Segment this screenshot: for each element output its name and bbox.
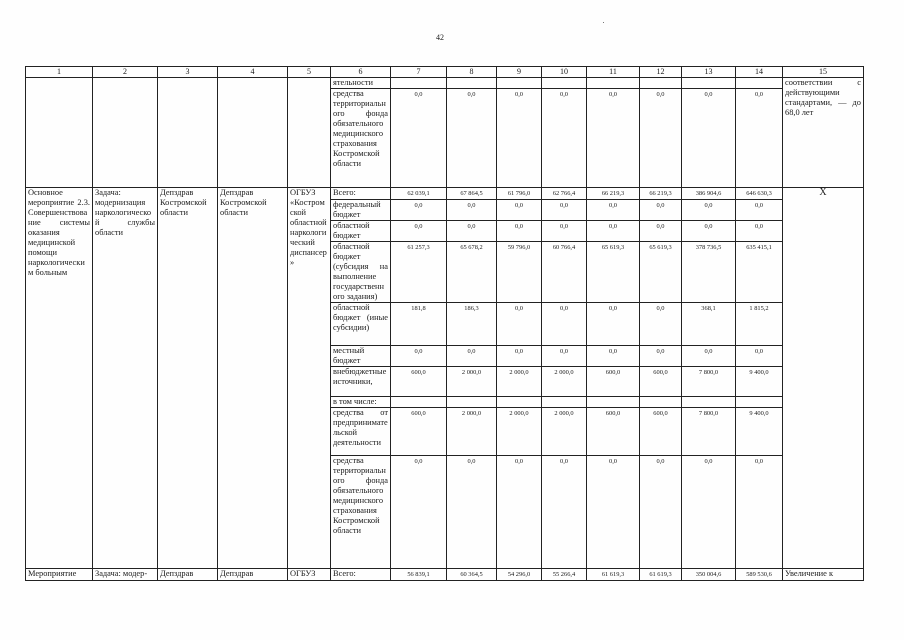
source-label: Всего: — [331, 569, 391, 581]
header-cell-7: 7 — [391, 67, 447, 78]
value-cell: 2 000,0 — [497, 367, 542, 397]
value-cell: 0,0 — [497, 346, 542, 367]
value-cell: 2 000,0 — [497, 408, 542, 456]
value-cell: 2 000,0 — [542, 408, 587, 456]
prev-top-value — [587, 78, 640, 89]
value-cell — [736, 397, 783, 408]
source-label: Всего: — [331, 188, 391, 200]
header-cell-5: 5 — [288, 67, 331, 78]
source-label: местный бюджет — [331, 346, 391, 367]
value-cell: 0,0 — [391, 346, 447, 367]
header-cell-4: 4 — [218, 67, 288, 78]
value-cell: 368,1 — [682, 303, 736, 346]
value-cell: 0,0 — [640, 456, 682, 569]
prev-col-4 — [218, 78, 288, 188]
value-cell: 186,3 — [447, 303, 497, 346]
value-cell: 59 796,0 — [497, 242, 542, 303]
value-cell: 0,0 — [736, 346, 783, 367]
scan-dot — [603, 22, 604, 23]
value-cell: 65 678,2 — [447, 242, 497, 303]
value-cell: 350 004,6 — [682, 569, 736, 581]
header-cell-2: 2 — [93, 67, 158, 78]
value-cell: 2 000,0 — [447, 408, 497, 456]
prev-col-3 — [158, 78, 218, 188]
value-cell: 0,0 — [640, 200, 682, 221]
value-cell: 0,0 — [736, 456, 783, 569]
value-cell: 0,0 — [497, 456, 542, 569]
value-cell: 61 257,3 — [391, 242, 447, 303]
header-cell-15: 15 — [783, 67, 864, 78]
prev-top-label: ятельности — [331, 78, 391, 89]
value-cell: 0,0 — [736, 221, 783, 242]
measure-name: Основное мероприятие 2.3. Совершенствование системы оказания медицинской помощи наркологическим больным — [26, 188, 93, 569]
prev-col15-text: соответствии с действующими стандартами, — до 68,0 лет — [783, 78, 864, 188]
value-cell: 0,0 — [640, 89, 682, 188]
value-cell: 600,0 — [391, 367, 447, 397]
value-cell: 65 619,3 — [587, 242, 640, 303]
value-cell: 0,0 — [682, 456, 736, 569]
value-cell — [640, 397, 682, 408]
source-label: средства территориального фонда обязательного медицинского страхования Костромской области — [331, 456, 391, 569]
value-cell — [497, 397, 542, 408]
value-cell: 9 400,0 — [736, 367, 783, 397]
value-cell: 0,0 — [640, 221, 682, 242]
value-cell: 55 266,4 — [542, 569, 587, 581]
value-cell: 0,0 — [391, 456, 447, 569]
value-cell: 0,0 — [391, 221, 447, 242]
value-cell: 0,0 — [682, 89, 736, 188]
value-cell — [682, 397, 736, 408]
value-cell: 600,0 — [640, 408, 682, 456]
value-cell: 62 039,1 — [391, 188, 447, 200]
value-cell: 0,0 — [736, 89, 783, 188]
value-cell: 0,0 — [587, 456, 640, 569]
value-cell: 646 630,3 — [736, 188, 783, 200]
header-cell-10: 10 — [542, 67, 587, 78]
value-cell: 61 796,0 — [497, 188, 542, 200]
prev-col-2 — [93, 78, 158, 188]
table-row — [26, 78, 864, 89]
header-cell-9: 9 — [497, 67, 542, 78]
value-cell: 0,0 — [497, 89, 542, 188]
value-cell — [542, 397, 587, 408]
value-cell: 54 296,0 — [497, 569, 542, 581]
value-cell: 0,0 — [542, 221, 587, 242]
value-cell: 600,0 — [587, 367, 640, 397]
prev-top-value — [682, 78, 736, 89]
source-label: областной бюджет — [331, 221, 391, 242]
budget-table — [25, 66, 864, 581]
prev-col-5 — [288, 78, 331, 188]
header-row — [26, 67, 864, 78]
value-cell: 0,0 — [682, 221, 736, 242]
source-label: внебюджетные источники, — [331, 367, 391, 397]
value-cell: 0,0 — [682, 346, 736, 367]
value-cell: 0,0 — [587, 89, 640, 188]
value-cell: 0,0 — [587, 346, 640, 367]
value-cell: 0,0 — [682, 200, 736, 221]
source-label: областной бюджет (иные субсидии) — [331, 303, 391, 346]
value-cell: 0,0 — [542, 303, 587, 346]
source-label: в том числе: — [331, 397, 391, 408]
value-cell: 589 530,6 — [736, 569, 783, 581]
value-cell — [391, 397, 447, 408]
measure-task: Задача: модернизация наркологической службы области — [93, 188, 158, 569]
value-cell: 61 619,3 — [587, 569, 640, 581]
next-measure-task: Задача: модер- — [93, 569, 158, 581]
value-cell: 378 736,5 — [682, 242, 736, 303]
value-cell: 0,0 — [447, 221, 497, 242]
next-measure-responsible: Депздрав — [218, 569, 288, 581]
value-cell: 0,0 — [736, 200, 783, 221]
measure-executor: ОГБУЗ «Костромской областной наркологический диспансер» — [288, 188, 331, 569]
source-label: областной бюджет (субсидия на выполнение государственного задания) — [331, 242, 391, 303]
value-cell: 62 766,4 — [542, 188, 587, 200]
next-measure-customer: Депздрав — [158, 569, 218, 581]
source-label: федеральный бюджет — [331, 200, 391, 221]
prev-top-value — [736, 78, 783, 89]
value-cell: 635 415,1 — [736, 242, 783, 303]
value-cell: 0,0 — [587, 221, 640, 242]
prev-top-value — [542, 78, 587, 89]
value-cell: 181,8 — [391, 303, 447, 346]
value-cell: 0,0 — [587, 303, 640, 346]
value-cell: 0,0 — [542, 200, 587, 221]
value-cell: 600,0 — [391, 408, 447, 456]
value-cell: 56 839,1 — [391, 569, 447, 581]
value-cell: 0,0 — [447, 200, 497, 221]
prev-top-value — [391, 78, 447, 89]
value-cell: 66 219,3 — [587, 188, 640, 200]
value-cell: 7 800,0 — [682, 367, 736, 397]
prev-top-value — [640, 78, 682, 89]
value-cell: 0,0 — [447, 346, 497, 367]
source-label: средства от предпринимательской деятельности — [331, 408, 391, 456]
header-cell-12: 12 — [640, 67, 682, 78]
value-cell: 0,0 — [447, 456, 497, 569]
prev-top-value — [447, 78, 497, 89]
header-cell-8: 8 — [447, 67, 497, 78]
header-cell-6: 6 — [331, 67, 391, 78]
next-measure-executor: ОГБУЗ — [288, 569, 331, 581]
value-cell: 2 000,0 — [447, 367, 497, 397]
value-cell: 65 619,3 — [640, 242, 682, 303]
prev-top-value — [497, 78, 542, 89]
value-cell: 0,0 — [497, 200, 542, 221]
value-cell: 67 864,5 — [447, 188, 497, 200]
value-cell: 0,0 — [542, 346, 587, 367]
prev-col-1 — [26, 78, 93, 188]
value-cell — [447, 397, 497, 408]
value-cell: 60 766,4 — [542, 242, 587, 303]
value-cell: 1 815,2 — [736, 303, 783, 346]
next-measure-name: Мероприятие — [26, 569, 93, 581]
header-cell-14: 14 — [736, 67, 783, 78]
value-cell: 0,0 — [542, 89, 587, 188]
value-cell: 0,0 — [447, 89, 497, 188]
table-row — [26, 188, 864, 200]
value-cell: 600,0 — [587, 408, 640, 456]
value-cell: 0,0 — [587, 200, 640, 221]
value-cell: 0,0 — [391, 200, 447, 221]
value-cell: 0,0 — [542, 456, 587, 569]
header-cell-1: 1 — [26, 67, 93, 78]
header-cell-13: 13 — [682, 67, 736, 78]
table-row — [26, 569, 864, 581]
value-cell: 0,0 — [497, 303, 542, 346]
measure-result-mark: Х — [783, 188, 864, 569]
table-body — [26, 67, 864, 581]
value-cell: 0,0 — [640, 346, 682, 367]
page-number: 42 — [436, 33, 444, 42]
next-result-text: Увеличение к — [783, 569, 864, 581]
header-cell-3: 3 — [158, 67, 218, 78]
value-cell: 61 619,3 — [640, 569, 682, 581]
value-cell: 60 364,5 — [447, 569, 497, 581]
measure-customer: Депздрав Костромской области — [158, 188, 218, 569]
value-cell: 9 400,0 — [736, 408, 783, 456]
value-cell — [587, 397, 640, 408]
value-cell: 0,0 — [391, 89, 447, 188]
value-cell: 0,0 — [640, 303, 682, 346]
measure-responsible: Депздрав Костромской области — [218, 188, 288, 569]
source-label: средства территориального фонда обязательного медицинского страхования Костромской области — [331, 89, 391, 188]
header-cell-11: 11 — [587, 67, 640, 78]
value-cell: 600,0 — [640, 367, 682, 397]
value-cell: 7 800,0 — [682, 408, 736, 456]
value-cell: 0,0 — [497, 221, 542, 242]
value-cell: 66 219,3 — [640, 188, 682, 200]
value-cell: 2 000,0 — [542, 367, 587, 397]
value-cell: 386 904,6 — [682, 188, 736, 200]
